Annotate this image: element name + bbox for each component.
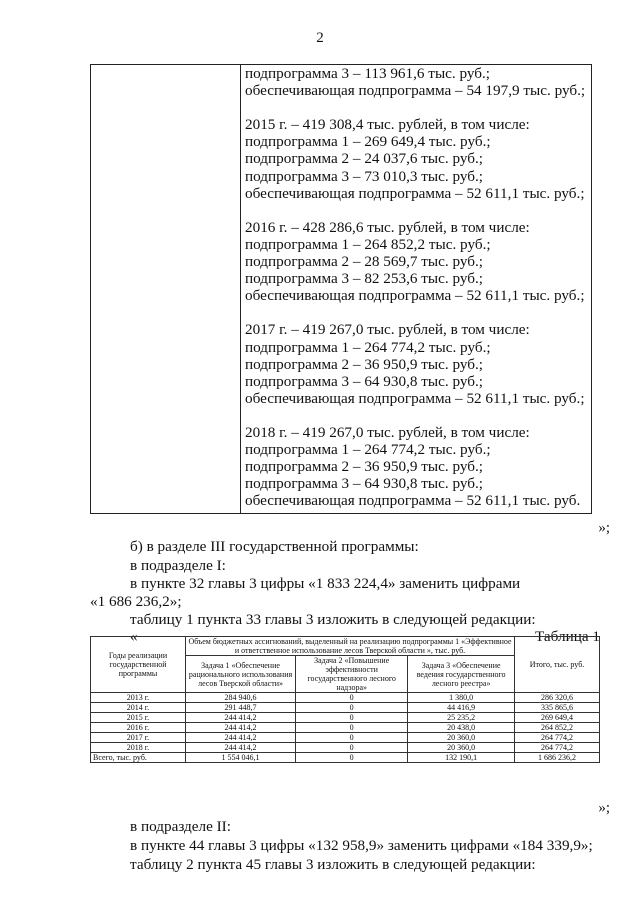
blank-line [245,407,590,424]
page-number: 2 [316,30,324,46]
funding-line: подпрограмма 3 – 64 930,8 тыс. руб.; [245,475,483,493]
blank-line [245,99,590,116]
cell-t3: 1 380,0 [408,693,515,703]
header-task2: Задача 2 «Повышение эффективности государственного лесного надзора» [296,656,408,693]
funding-line: подпрограмма 2 – 28 569,7 тыс. руб.; [245,253,483,271]
funding-line: обеспечивающая подпрограмма – 52 611,1 тыс. руб.; [245,389,585,407]
cell-t3: 20 360,0 [408,743,515,753]
funding-line: подпрограмма 2 – 36 950,9 тыс. руб.; [245,355,483,373]
funding-line: обеспечивающая подпрограмма – 52 611,1 тыс. руб.; [245,184,585,202]
funding-line: подпрограмма 1 – 269 649,4 тыс. руб.; [245,133,491,151]
funding-line: подпрограмма 1 – 264 774,2 тыс. руб.; [245,338,491,356]
paragraph-subsection-1: в подразделе I: [130,557,226,574]
paragraph-point-44: в пункте 44 главы 3 цифры «132 958,9» заменить цифрами «184 339,9»; [130,837,593,854]
cell-t1: 1 554 046,1 [186,753,296,763]
funding-line: 2018 г. – 419 267,0 тыс. рублей, в том числе: [245,423,530,441]
closing-quote-2: »; [598,800,610,816]
funding-line: 2015 г. – 419 308,4 тыс. рублей, в том числе: [245,116,530,134]
funding-text-block [245,65,590,509]
cell-t1: 291 448,7 [186,703,296,713]
cell-t2: 0 [296,703,408,713]
paragraph-point-32-cont: «1 686 236,2»; [90,593,182,610]
cell-total: 335 865,6 [515,703,600,713]
cell-t2: 0 [296,733,408,743]
funding-line: 2016 г. – 428 286,6 тыс. рублей, в том числе: [245,218,530,236]
funding-line: 2017 г. – 419 267,0 тыс. рублей, в том числе: [245,321,530,339]
cell-t2: 0 [296,713,408,723]
blank-line [245,304,590,321]
cell-t2: 0 [296,753,408,763]
cell-t2: 0 [296,723,408,733]
header-task3: Задача 3 «Обеспечение ведения государственного лесного реестра» [408,656,515,693]
cell-total: 269 649,4 [515,713,600,723]
cell-year: 2013 г. [91,693,186,703]
cell-t3: 25 235,2 [408,713,515,723]
funding-line: обеспечивающая подпрограмма – 54 197,9 тыс. руб.; [245,82,586,100]
cell-total: 264 852,2 [515,723,600,733]
cell-year: 2016 г. [91,723,186,733]
header-task1: Задача 1 «Обеспечение рационального использования лесов Тверской области» [186,656,296,693]
cell-t3: 20 438,0 [408,723,515,733]
paragraph-point-32: в пункте 32 главы 3 цифры «1 833 224,4» заменить цифрами [130,575,521,592]
cell-t1: 244 414,2 [186,743,296,753]
column-divider [240,65,241,513]
cell-t1: 244 414,2 [186,723,296,733]
cell-t3: 132 190,1 [408,753,515,763]
cell-t2: 0 [296,693,408,703]
cell-total: 1 686 236,2 [515,753,600,763]
header-years: Годы реализации государственной программы [91,637,186,693]
budget-table [90,636,600,763]
funding-line: подпрограмма 3 – 64 930,8 тыс. руб.; [245,372,483,390]
table-row [91,733,600,743]
funding-line: обеспечивающая подпрограмма – 52 611,1 тыс. руб. [245,492,581,510]
funding-line: обеспечивающая подпрограмма – 52 611,1 тыс. руб.; [245,287,585,305]
paragraph-subsection-2: в подразделе II: [130,818,231,835]
table-label: Таблица 1 [535,628,600,645]
cell-total: 264 774,2 [515,733,600,743]
table-row [91,743,600,753]
table-row [91,693,600,703]
funding-line: подпрограмма 2 – 36 950,9 тыс. руб.; [245,458,483,476]
paragraph-b: б) в разделе III государственной программы: [130,538,419,555]
open-quote: « [130,628,138,645]
closing-quote-1: »; [598,520,610,536]
funding-line: подпрограмма 3 – 73 010,3 тыс. руб.; [245,167,483,185]
header-total: Итого, тыс. руб. [515,637,600,693]
funding-line: подпрограмма 1 – 264 774,2 тыс. руб.; [245,441,491,459]
cell-year: 2015 г. [91,713,186,723]
funding-line: подпрограмма 1 – 264 852,2 тыс. руб.; [245,235,491,253]
paragraph-table1-intro: таблицу 1 пункта 33 главы 3 изложить в следующей редакции: [130,611,536,628]
cell-year: 2018 г. [91,743,186,753]
funding-line: подпрограмма 2 – 24 037,6 тыс. руб.; [245,150,483,168]
cell-t1: 244 414,2 [186,733,296,743]
cell-total: 264 774,2 [515,743,600,753]
table-row [91,703,600,713]
header-volume: Объем бюджетных ассигнований, выделенный на реализацию подпрограммы 1 «Эффективное и ответственное использование лесов Тверской области », тыс. руб. [186,637,515,656]
cell-t3: 20 360,0 [408,733,515,743]
cell-t3: 44 416,9 [408,703,515,713]
cell-t1: 244 414,2 [186,713,296,723]
table-row [91,723,600,733]
cell-year: 2014 г. [91,703,186,713]
paragraph-table2-intro: таблицу 2 пункта 45 главы 3 изложить в следующей редакции: [130,856,536,873]
table-row [91,753,600,763]
funding-line: подпрограмма 3 – 82 253,6 тыс. руб.; [245,270,483,288]
cell-t1: 284 940,6 [186,693,296,703]
cell-year: 2017 г. [91,733,186,743]
blank-line [245,202,590,219]
funding-line: подпрограмма 3 – 113 961,6 тыс. руб.; [245,65,491,82]
cell-total: 286 320,6 [515,693,600,703]
cell-t2: 0 [296,743,408,753]
cell-year: Всего, тыс. руб. [91,753,186,763]
table-row [91,713,600,723]
